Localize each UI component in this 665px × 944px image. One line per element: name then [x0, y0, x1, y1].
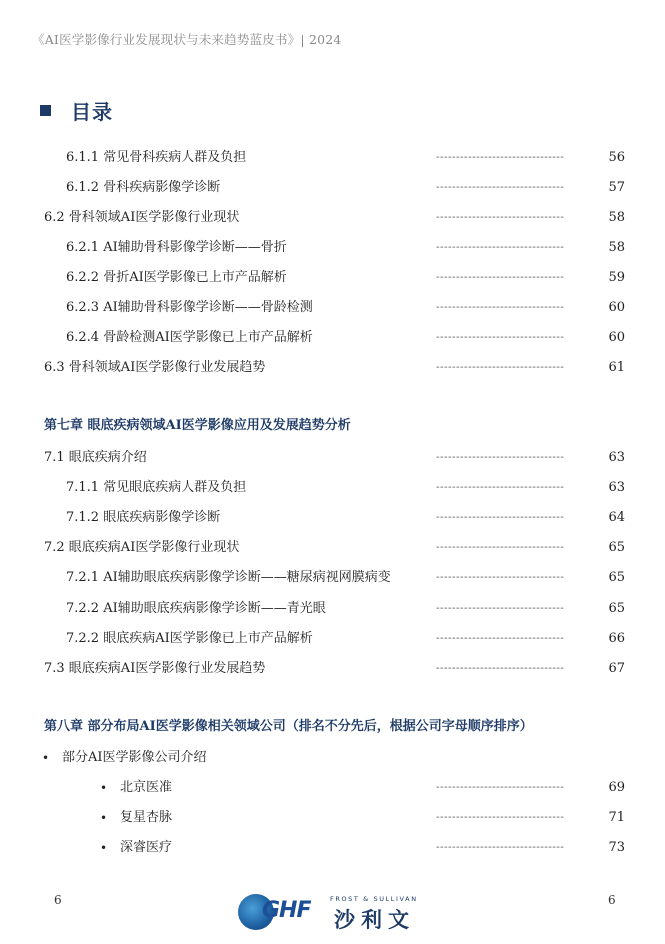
toc-entry[interactable] — [0, 629, 665, 649]
toc-leader: -------------------------------- — [436, 782, 565, 793]
frost-sullivan-logo-text: FROST & SULLIVAN — [330, 895, 418, 903]
toc-entry-label[interactable]: 7.2.1 AI辅助眼底疾病影像学诊断——糖尿病视网膜病变 — [66, 570, 391, 586]
toc-leader: -------------------------------- — [436, 302, 565, 313]
toc-entry[interactable] — [0, 508, 665, 528]
toc-page-number: 58 — [608, 240, 625, 255]
toc-page-number: 65 — [608, 600, 625, 616]
toc-entry-label[interactable]: 7.2.2 AI辅助眼底疾病影像学诊断——青光眼 — [66, 600, 326, 616]
toc-page-number: 71 — [608, 810, 625, 825]
toc-entry-label[interactable]: 6.1.1 常见骨科疾病人群及负担 — [66, 150, 247, 165]
company-entry[interactable] — [0, 838, 665, 858]
footer-page-left: 6 — [54, 893, 62, 907]
company-entry[interactable] — [0, 778, 665, 798]
toc-entry[interactable] — [0, 298, 665, 318]
frost-sullivan-cn-logo: 沙利文 — [334, 908, 415, 932]
toc-page-number: 56 — [608, 150, 625, 165]
toc-leader: -------------------------------- — [436, 152, 565, 163]
toc-leader: -------------------------------- — [436, 272, 565, 283]
footer-logos — [238, 892, 438, 936]
toc-leader: -------------------------------- — [436, 452, 565, 463]
bullet-icon: • — [100, 781, 108, 795]
company-intro-label[interactable]: 部分AI医学影像公司介绍 — [62, 750, 207, 765]
toc-entry[interactable] — [0, 568, 665, 588]
toc-entry[interactable] — [0, 659, 665, 679]
toc-page-number: 63 — [608, 450, 625, 465]
toc-page-number: 63 — [608, 480, 625, 496]
toc-entry[interactable] — [0, 148, 665, 168]
toc-entry[interactable] — [0, 268, 665, 288]
toc-page-number: 65 — [608, 570, 625, 586]
toc-entry[interactable] — [0, 599, 665, 619]
toc-entry-label[interactable]: 7.3 眼底疾病AI医学影像行业发展趋势 — [44, 660, 266, 676]
company-entry[interactable] — [0, 808, 665, 828]
bullet-icon: • — [42, 751, 50, 765]
toc-entry-label[interactable]: 6.2.3 AI辅助骨科影像学诊断——骨龄检测 — [66, 300, 313, 315]
toc-leader: -------------------------------- — [436, 632, 565, 644]
toc-page-number: 73 — [608, 840, 625, 855]
toc-page-number: 60 — [608, 330, 625, 345]
toc-leader: -------------------------------- — [436, 602, 565, 614]
bullet-icon: • — [100, 841, 108, 855]
toc-entry-label[interactable]: 7.1.2 眼底疾病影像学诊断 — [66, 510, 221, 526]
running-header: 《AI医学影像行业发展现状与未来趋势蓝皮书》| 2024 — [32, 32, 342, 47]
toc-entry[interactable] — [0, 478, 665, 498]
toc-entry-label[interactable]: 6.2 骨科领域AI医学影像行业现状 — [44, 210, 240, 225]
toc-entry-label[interactable]: 7.2.2 眼底疾病AI医学影像已上市产品解析 — [66, 630, 313, 646]
toc-leader: -------------------------------- — [436, 332, 565, 343]
ghf-logo: GHF — [262, 898, 311, 923]
toc-leader: -------------------------------- — [436, 362, 565, 373]
toc-page-number: 61 — [608, 360, 625, 375]
toc-entry-label[interactable]: 6.1.2 骨科疾病影像学诊断 — [66, 180, 221, 195]
company-entry-label[interactable]: 北京医准 — [120, 780, 173, 795]
toc-page-number: 58 — [608, 210, 625, 225]
toc-leader: -------------------------------- — [436, 512, 565, 524]
footer-page-right: 6 — [608, 893, 616, 907]
toc-page-number: 57 — [608, 180, 625, 195]
toc-leader: -------------------------------- — [436, 212, 565, 223]
toc-entry-label[interactable]: 7.1 眼底疾病介绍 — [44, 450, 147, 465]
toc-page-number: 60 — [608, 300, 625, 315]
toc-entry[interactable] — [0, 328, 665, 348]
toc-leader: -------------------------------- — [436, 482, 565, 494]
toc-leader: -------------------------------- — [436, 842, 565, 853]
heading-square-icon — [40, 105, 51, 116]
toc-leader: -------------------------------- — [436, 542, 565, 554]
bullet-icon: • — [100, 811, 108, 825]
toc-entry[interactable] — [0, 448, 665, 468]
chapter7-heading[interactable]: 第七章 眼底疾病领域AI医学影像应用及发展趋势分析 — [44, 418, 351, 433]
toc-heading — [40, 96, 113, 125]
toc-entry[interactable] — [0, 358, 665, 378]
toc-entry[interactable] — [0, 238, 665, 258]
company-entry-label[interactable]: 深睿医疗 — [120, 840, 173, 855]
toc-entry-label[interactable]: 7.1.1 常见眼底疾病人群及负担 — [66, 480, 247, 496]
toc-leader: -------------------------------- — [436, 662, 565, 674]
toc-leader: -------------------------------- — [436, 242, 565, 253]
toc-entry-label[interactable]: 6.2.4 骨龄检测AI医学影像已上市产品解析 — [66, 330, 313, 345]
toc-leader: -------------------------------- — [436, 182, 565, 193]
company-intro-row — [0, 748, 665, 768]
toc-entry-label[interactable]: 6.3 骨科领域AI医学影像行业发展趋势 — [44, 360, 266, 375]
toc-entry[interactable] — [0, 178, 665, 198]
chapter8-heading[interactable]: 第八章 部分布局AI医学影像相关领域公司（排名不分先后，根据公司字母顺序排序） — [44, 719, 533, 734]
toc-entry[interactable] — [0, 208, 665, 228]
toc-entry-label[interactable]: 7.2 眼底疾病AI医学影像行业现状 — [44, 540, 240, 556]
toc-page-number: 59 — [608, 270, 625, 285]
toc-leader: -------------------------------- — [436, 572, 565, 584]
toc-page-number: 66 — [608, 630, 625, 646]
toc-entry-label[interactable]: 6.2.1 AI辅助骨科影像学诊断——骨折 — [66, 240, 287, 255]
toc-page-number: 69 — [608, 780, 625, 795]
toc-page-number: 67 — [608, 660, 625, 676]
toc-leader: -------------------------------- — [436, 812, 565, 823]
toc-page-number: 64 — [608, 510, 625, 526]
toc-entry-label[interactable]: 6.2.2 骨折AI医学影像已上市产品解析 — [66, 270, 287, 285]
company-entry-label[interactable]: 复星杏脉 — [120, 810, 173, 825]
toc-title: 目录 — [71, 100, 113, 124]
toc-entry[interactable] — [0, 538, 665, 558]
toc-page-number: 65 — [608, 540, 625, 556]
